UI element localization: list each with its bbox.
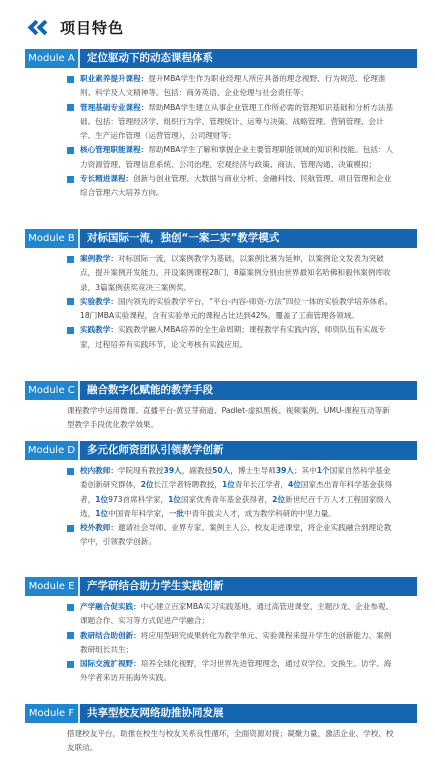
section-header [30,16,124,38]
item-keyword: 产学融合促实践： [80,602,141,611]
item-text: 邀请社会导师、业界专家、案例主人公、校友走进课堂，将企业实践融合到理论教学中，引领教学创新。 [80,523,392,547]
module-f-content [67,727,397,756]
item-text-part: 中青年拔尖人才，成为教学科研的中坚力量。 [184,508,336,518]
item-text: 实践教学融入MBA培养的全生命周期；课程教学有实践内容，师资队伍有实战专家，过程培养有实践环节，论文考核有实践应用。 [80,325,386,349]
item-text-part: 国家杰出青年科学基金获得者， [80,480,393,504]
item-text-part: 973首席科学家， [108,494,169,504]
item-text: 创新与创业管理、大数据与商业分析、金融科技、民航管理、项目管理和企业综合管理六大培养方向。 [80,174,392,198]
module-a-title: 定位驱动下的动态课程体系 [80,49,417,68]
page-title: 项目特色 [60,18,125,37]
highlight-number: 2位 [140,480,154,490]
item-keyword: 校内教师： [80,466,118,475]
square-bullet-icon [67,104,74,111]
highlight-number: 4位 [288,480,301,490]
module-a-content [67,72,397,201]
module-b-title: 对标国际一流，独创“一案二实”教学模式 [80,229,417,248]
item-keyword: 校外教师： [80,523,118,533]
module-e-content [67,600,397,686]
module-f-label: Module F [25,704,78,723]
list-item [67,657,397,686]
module-b-content [67,252,397,352]
square-bullet-icon [67,176,74,183]
list-item [67,252,397,295]
module-b-label: Module B [25,229,78,248]
module-d-bar [25,441,417,460]
item-keyword: 专长精进课程： [80,174,134,184]
square-bullet-icon [67,525,74,532]
module-c-bar [25,381,417,400]
module-f-bar [25,704,417,723]
item-keyword: 职业素养提升课程： [80,74,149,83]
square-bullet-icon [67,256,74,263]
item-text: 帮助MBA学生建立从事企业管理工作所必需的管理知识基础和分析方法基础。包括：管理经济学、组织行为学、管理统计、运筹与决策、战略管理、营销管理、会计学、生产运作管理（运营管理），公司理财等； [80,102,394,141]
module-e-title: 产学研结合助力学生实践创新 [80,577,417,596]
module-c-paragraph: 课程教学中运用微课、直播平台-黄豆芽商道、Padlet-虚拟黑板、视频案例、UMU-课程互动等新型教学手段优化教学效果。 [67,406,390,430]
module-e-bar [25,577,417,596]
highlight-number: 1个 [316,466,330,475]
module-d-title: 多元化师资团队引领教学创新 [80,441,417,460]
square-bullet-icon [67,327,74,334]
item-text: 国内领先的实验教学平台，“平台-内容-师资-方法”四位一体的实验教学培养体系。18门MBA实验课程，含有实验单元的课程占比达到42%，覆盖了工商管理各领域。 [80,296,393,321]
item-text: 中心建立百家MBA实习实践基地，通过高管进课堂、主题沙龙、企业参观、课题合作、实习等方式促进产学融合； [80,602,394,626]
item-keyword: 案例教学： [80,254,118,263]
highlight-number: 一批 [168,508,185,518]
item-text-part: ；其中 [293,466,317,475]
square-bullet-icon [67,632,74,639]
item-text-part: 国家优秀青年基金获得者， [181,494,273,504]
item-keyword: 管理基础专业课程： [80,102,149,112]
item-text-part: 新世纪百千万人才工程国家级人选， [80,494,392,518]
list-item [67,295,397,324]
item-text-part: ，副教授 [181,466,213,475]
module-c-label: Module C [25,381,78,400]
highlight-number: 1位 [221,480,235,490]
module-a-label: Module A [25,49,78,68]
module-d-label: Module D [25,441,78,460]
highlight-number: 1位 [95,494,109,504]
item-text: 对标国际一流，以案例教学为基础，以案例比赛为延伸，以案例论文发表为突破点，提升案例开发能力，开设案例课程28门，8篇案例分别由世界最知名哈佛和毅伟案例库收录，3篇案例获奖竞决三案例奖。 [80,254,391,292]
module-b-bar [25,229,417,248]
module-c-title: 融合数字化赋能的教学手段 [80,381,417,400]
square-bullet-icon [67,147,74,154]
item-keyword: 实验教学： [80,296,118,306]
highlight-number: 2位 [272,494,286,504]
square-bullet-icon [67,661,74,668]
list-item [67,143,397,172]
list-item [67,464,397,521]
item-keyword: 核心管理职能课程： [80,145,149,155]
square-bullet-icon [67,468,74,475]
item-text [80,466,392,518]
item-text-part: 青年长江学者， [234,480,289,490]
item-text-part: ，博士生导师 [230,466,276,475]
item-text: 将应用型研究成果转化为教学单元、实验课程来提升学生的创新能力、案例教研组长共生； [80,630,392,654]
item-keyword: 实践教学： [80,325,118,335]
module-c-content [67,404,397,433]
item-text-part: 国家自然科学基金委创新研究群体， [80,466,391,490]
module-d-content [67,464,397,550]
chevron-left-icon [37,19,53,35]
module-e-label: Module E [25,577,78,596]
list-item [67,521,397,550]
list-item [67,323,397,352]
item-text-part: 学院现有教授 [117,466,164,475]
highlight-number: 39人 [163,466,182,475]
list-item [67,600,397,629]
square-bullet-icon [67,604,74,611]
item-text-part: 中国青年科学家， [108,508,169,518]
highlight-number: 1位 [95,508,109,518]
highlight-number: 1位 [168,494,182,504]
module-a-bar [25,49,417,68]
highlight-number: 39人 [275,466,294,475]
list-item [67,101,397,144]
item-keyword: 国际交流扩视野： [80,659,141,669]
item-text: 提升MBA学生作为职业经理人所应具备的理念视野、行为规范、伦理准则、科学及人文精神等。包括：商务英语、企业伦理与社会责任等； [80,74,386,98]
highlight-number: 50人 [212,466,231,475]
item-text: 培养全球化视野，学习世界先进管理理念，通过双学位、交换生、访学、海外学者来访开拓海外实践。 [80,659,392,683]
square-bullet-icon [67,298,74,305]
module-f-paragraph: 搭建校友平台，助推在校生与校友关系良性循环，全面资源对接；凝聚力量，激活企业、学校、校友联动。 [67,729,394,753]
square-bullet-icon [67,76,74,83]
item-text: 帮助MBA学生了解和掌握企业主要管理职能领域的知识和技能。包括：人力资源管理、管理信息系统、公司治理、宏观经济与政策、商法、管理沟通、决策模拟； [80,145,394,169]
item-keyword: 教研结合助创新： [80,630,141,640]
list-item [67,629,397,658]
list-item [67,72,397,101]
item-text-part: 长江学者特聘教授， [153,480,222,490]
module-f-title: 共享型校友网络助推协同发展 [80,704,417,723]
list-item [67,172,397,201]
